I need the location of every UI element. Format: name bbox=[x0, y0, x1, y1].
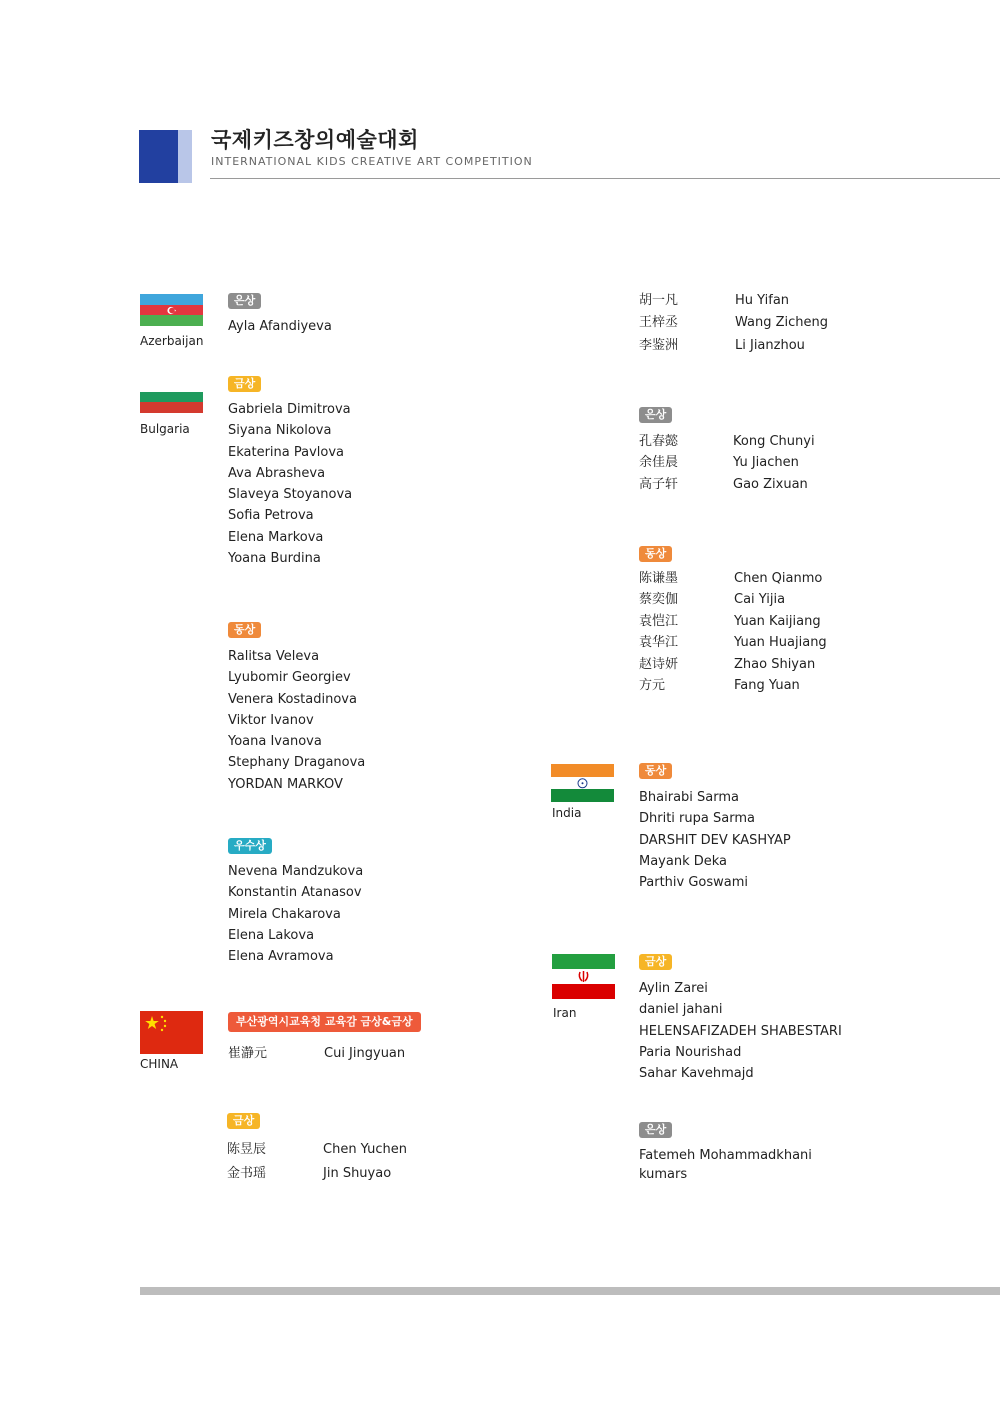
list-item: Viktor Ivanov bbox=[228, 712, 314, 728]
table-row bbox=[639, 290, 828, 311]
logo-block-light bbox=[178, 130, 192, 183]
bronze-award-badge: 동상 bbox=[228, 622, 261, 638]
english-name: Jin Shuyao bbox=[323, 1166, 392, 1182]
iran-flag-icon bbox=[552, 954, 615, 999]
list-item: Elena Lakova bbox=[228, 927, 315, 943]
chinese-name: 袁华江 bbox=[639, 635, 679, 651]
list-item: HELENSAFIZADEH SHABESTARI bbox=[639, 1023, 842, 1039]
table-row bbox=[228, 1043, 405, 1064]
chinese-name: 崔瀞元 bbox=[228, 1046, 268, 1061]
chinese-name: 赵诗妍 bbox=[639, 656, 679, 672]
list-item: Konstantin Atanasov bbox=[228, 885, 362, 901]
english-name: Wang Zicheng bbox=[735, 315, 829, 331]
list-item: Mayank Deka bbox=[639, 853, 728, 869]
table-row bbox=[639, 474, 815, 495]
merit-award-badge: 우수상 bbox=[228, 838, 272, 854]
gold-award-badge: 금상 bbox=[639, 954, 672, 970]
english-name: Cui Jingyuan bbox=[324, 1046, 406, 1061]
bulgaria-gold-list bbox=[228, 399, 352, 569]
table-row bbox=[227, 1163, 407, 1184]
list-item: Sahar Kavehmajd bbox=[639, 1066, 754, 1082]
silver-award-badge: 은상 bbox=[228, 293, 261, 309]
country-label-bulgaria: Bulgaria bbox=[140, 422, 190, 436]
silver-award-badge: 은상 bbox=[639, 407, 672, 423]
list-item: kumars bbox=[639, 1167, 688, 1182]
table-row bbox=[639, 335, 828, 356]
list-item: Slaveya Stoyanova bbox=[228, 487, 353, 503]
english-name: Li Jianzhou bbox=[735, 337, 805, 353]
english-name: Yuan Kaijiang bbox=[734, 613, 821, 629]
list-item: Gabriela Dimitrova bbox=[228, 402, 351, 417]
english-name: Gao Zixuan bbox=[733, 476, 808, 492]
table-row bbox=[639, 431, 815, 452]
bulgaria-merit-list bbox=[228, 861, 363, 967]
list-item: Ralitsa Veleva bbox=[228, 649, 320, 664]
list-item: Ayla Afandiyeva bbox=[228, 319, 332, 334]
list-item: Sofia Petrova bbox=[228, 508, 314, 524]
list-item: Dhriti rupa Sarma bbox=[639, 811, 755, 827]
list-item: Fatemeh Mohammadkhani bbox=[639, 1148, 812, 1163]
english-name: Kong Chunyi bbox=[733, 434, 815, 449]
page-subtitle: INTERNATIONAL KIDS CREATIVE ART COMPETITION bbox=[211, 155, 533, 168]
azerbaijan-flag-icon bbox=[140, 294, 203, 326]
chinese-name: 袁恺江 bbox=[639, 613, 679, 629]
header-divider bbox=[210, 178, 1000, 179]
footer-bar bbox=[140, 1287, 1000, 1295]
logo-block-dark bbox=[139, 130, 179, 183]
list-item: Stephany Draganova bbox=[228, 755, 366, 771]
bulgaria-bronze-list bbox=[228, 646, 365, 795]
list-item: DARSHIT DEV KASHYAP bbox=[639, 832, 791, 848]
country-label-azerbaijan: Azerbaijan bbox=[140, 334, 204, 348]
azerbaijan-silver-list bbox=[228, 316, 332, 337]
chinese-name: 余佳晨 bbox=[639, 455, 679, 471]
chinese-name: 高子轩 bbox=[639, 476, 679, 492]
list-item: Lyubomir Georgiev bbox=[228, 670, 351, 686]
iran-gold-list bbox=[639, 978, 842, 1084]
english-name: Yu Jiachen bbox=[733, 455, 799, 471]
chinese-name: 李鉴洲 bbox=[639, 337, 679, 353]
list-item: Mirela Chakarova bbox=[228, 906, 341, 922]
chinese-name: 陈昱辰 bbox=[227, 1142, 267, 1157]
chinese-name: 金书瑶 bbox=[227, 1166, 267, 1182]
english-name: Hu Yifan bbox=[735, 293, 790, 308]
chinese-name: 孔春懿 bbox=[639, 434, 679, 449]
chinese-name: 蔡奕伽 bbox=[639, 592, 679, 608]
list-item: Elena Avramova bbox=[228, 949, 334, 965]
china-gold-list bbox=[227, 1139, 407, 1185]
list-item: Yoana Ivanova bbox=[228, 734, 322, 750]
list-item: Paria Nourishad bbox=[639, 1044, 742, 1060]
bronze-award-badge: 동상 bbox=[639, 763, 672, 779]
table-row bbox=[639, 452, 815, 473]
table-row bbox=[639, 568, 827, 589]
list-item: YORDAN MARKOV bbox=[228, 776, 343, 792]
list-item: Siyana Nikolova bbox=[228, 423, 332, 439]
chinese-name: 王梓丞 bbox=[639, 315, 679, 331]
english-name: Zhao Shiyan bbox=[734, 656, 816, 672]
chinese-name: 陈谦墨 bbox=[639, 571, 679, 586]
special-award-badge: 부산광역시교육청 교육감 금상&금상 bbox=[228, 1012, 421, 1032]
chinese-name: 胡一凡 bbox=[639, 293, 679, 308]
china-flag-icon bbox=[140, 1011, 203, 1054]
table-row bbox=[639, 632, 827, 653]
list-item: Ekaterina Pavlova bbox=[228, 444, 345, 460]
china-bronze-list bbox=[639, 568, 827, 696]
india-bronze-list bbox=[639, 787, 791, 893]
list-item: Nevena Mandzukova bbox=[228, 864, 364, 879]
english-name: Chen Yuchen bbox=[323, 1142, 407, 1157]
china-silver-list bbox=[639, 431, 815, 495]
page-title: 국제키즈창의예술대회 bbox=[211, 128, 419, 152]
english-name: Yuan Huajiang bbox=[734, 635, 827, 651]
list-item: Bhairabi Sarma bbox=[639, 790, 740, 805]
gold-award-badge: 금상 bbox=[228, 376, 261, 392]
gold-award-badge: 금상 bbox=[227, 1113, 260, 1129]
english-name: Cai Yijia bbox=[734, 592, 786, 608]
list-item: Aylin Zarei bbox=[639, 981, 708, 996]
list-item: Ava Abrasheva bbox=[228, 465, 326, 481]
english-name: Fang Yuan bbox=[734, 678, 800, 694]
list-item: Venera Kostadinova bbox=[228, 691, 357, 707]
table-row bbox=[639, 654, 827, 675]
iran-silver-list bbox=[639, 1146, 812, 1184]
list-item: Elena Markova bbox=[228, 529, 324, 545]
list-item: daniel jahani bbox=[639, 1002, 723, 1018]
table-row bbox=[639, 675, 827, 696]
english-name: Chen Qianmo bbox=[734, 571, 823, 586]
country-label-india: India bbox=[552, 806, 582, 820]
silver-award-badge: 은상 bbox=[639, 1122, 672, 1138]
list-item: Yoana Burdina bbox=[228, 551, 321, 567]
table-row bbox=[639, 312, 828, 333]
list-item: Parthiv Goswami bbox=[639, 875, 749, 891]
country-label-china: CHINA bbox=[140, 1057, 179, 1071]
table-row bbox=[639, 611, 827, 632]
india-flag-icon bbox=[551, 764, 614, 802]
china-gold-cont-list bbox=[639, 290, 828, 356]
table-row bbox=[227, 1139, 407, 1160]
bronze-award-badge: 동상 bbox=[639, 546, 672, 562]
chinese-name: 方元 bbox=[639, 678, 666, 694]
country-label-iran: Iran bbox=[553, 1006, 577, 1020]
table-row bbox=[639, 589, 827, 610]
bulgaria-flag-icon bbox=[140, 381, 203, 413]
